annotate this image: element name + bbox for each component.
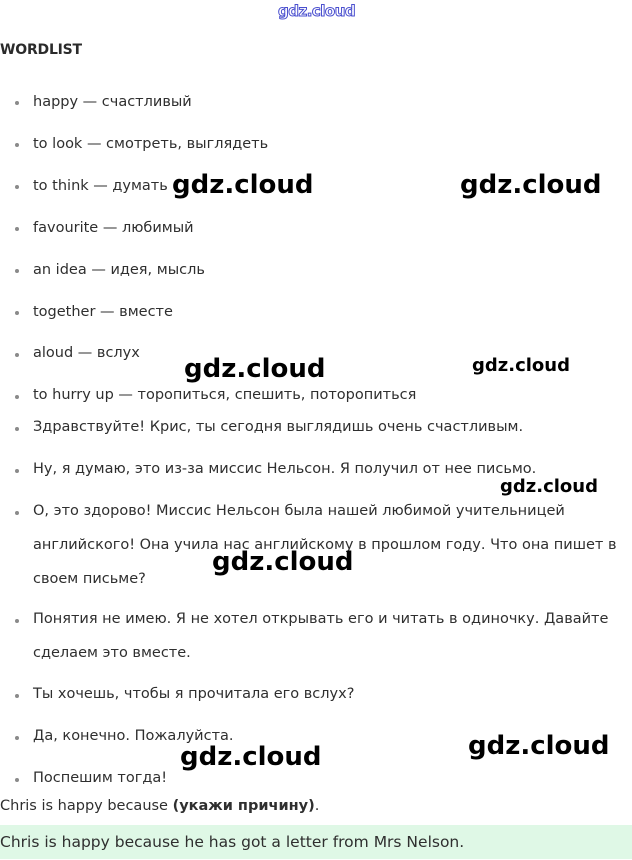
list-item: to hurry up — торопиться, спешить, поторопиться [33,387,417,403]
watermark: gdz.cloud [172,170,314,200]
list-item: aloud — вслух [33,345,140,361]
watermark: gdz.cloud [472,355,570,376]
bullet-icon [15,269,19,273]
bullet-icon [15,778,19,782]
list-item: favourite — любимый [33,220,194,236]
list-item: happy — счастливый [33,94,192,110]
list-item: О, это здорово! Миссис Нельсон была нашей любимой учительницей английского! Она учила нас английскому в прошлом году. Что она пишет в своем письме? [33,503,617,587]
task-line [0,798,319,814]
watermark: gdz.cloud [468,731,610,761]
watermark: gdz.cloud [460,170,602,200]
list-item: Поспешим тогда! [33,770,168,786]
bullet-icon [15,511,19,515]
bullet-icon [15,101,19,105]
bullet-icon [15,185,19,189]
list-item: Да, конечно. Пожалуйста. [33,728,234,744]
task-suffix: . [314,798,320,814]
task-prefix: Chris is happy because [0,798,173,814]
bullet-icon [15,143,19,147]
bullet-icon [15,311,19,315]
watermark: gdz.cloud [500,476,598,497]
list-item: Ты хочешь, чтобы я прочитала его вслух? [33,686,355,702]
bullet-icon [15,395,19,399]
list-item: Понятия не имею. Я не хотел открывать его и читать в одиночку. Давайте сделаем это вместе. [33,611,609,661]
list-item: Ну, я думаю, это из-за миссис Нельсон. Я получил от нее письмо. [33,461,537,477]
wordlist-heading: WORDLIST [0,42,82,58]
list-item: Здравствуйте! Крис, ты сегодня выглядишь очень счастливым. [33,419,524,435]
bullet-icon [15,227,19,231]
list-item: to think — думать [33,178,168,194]
watermark: gdz.cloud [180,742,322,772]
list-item: an idea — идея, мысль [33,262,205,278]
bullet-icon [15,427,19,431]
top-watermark: gdz.cloud [278,2,356,20]
list-item: together — вместе [33,304,173,320]
watermark: gdz.cloud [184,354,326,384]
list-item: to look — смотреть, выглядеть [33,136,269,152]
bullet-icon [15,736,19,740]
bullet-icon [15,619,19,623]
watermark: gdz.cloud [212,547,354,577]
bullet-icon [15,694,19,698]
bullet-icon [15,469,19,473]
answer-box: Chris is happy because he has got a letter from Mrs Nelson. [0,825,632,859]
bullet-icon [15,353,19,357]
task-hint: (укажи причину) [172,798,315,814]
